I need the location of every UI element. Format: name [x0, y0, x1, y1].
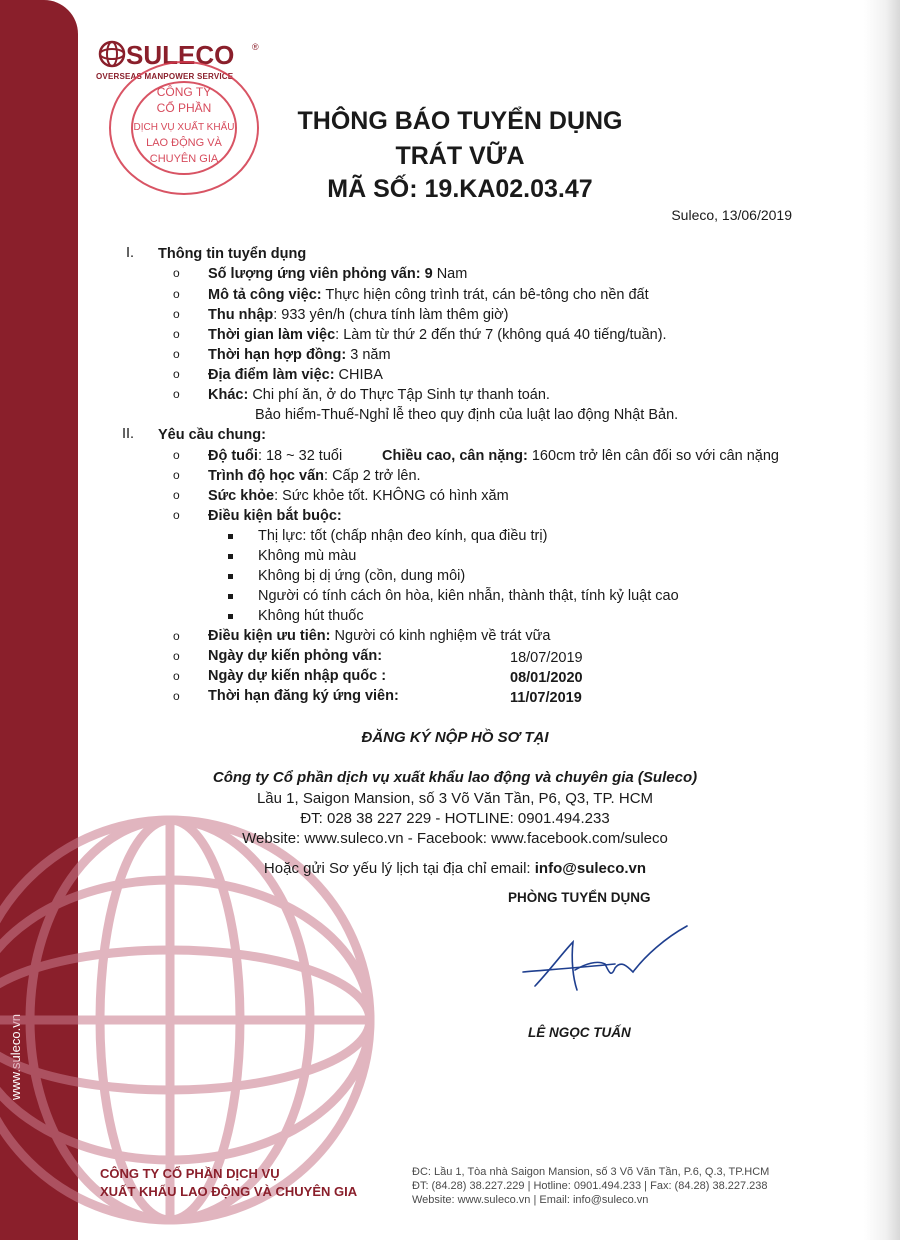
- interview-date-label: Ngày dự kiến phỏng vấn:: [208, 648, 383, 664]
- footer-phone: ĐT: (84.28) 38.227.229 | Hotline: 0901.494.233 | Fax: (84.28) 38.227.238: [412, 1180, 768, 1192]
- seal-line-5: CHUYÊN GIA: [149, 153, 219, 165]
- bullet-circle: o: [173, 347, 180, 361]
- register-website: Website: www.suleco.vn - Facebook: www.facebook.com/suleco: [242, 830, 668, 847]
- seal-line-1: CÔNG TY: [156, 85, 212, 99]
- footer-company-line-2: XUẤT KHẨU LAO ĐỘNG VÀ CHUYÊN GIA: [100, 1184, 358, 1199]
- mandatory-item: Không bị dị ứng (cồn, dung môi): [258, 568, 466, 584]
- bullet-circle: o: [173, 669, 180, 683]
- footer-company-line-1: CÔNG TY CỔ PHẦN DỊCH VỤ: [100, 1166, 280, 1181]
- job-description: Mô tả công việc: Thực hiện công trình trát, cán bê-tông cho nền đất: [208, 287, 649, 303]
- bullet-square: [228, 574, 233, 579]
- mandatory-item: Không hút thuốc: [258, 608, 364, 624]
- sidebar-website: www.suleco.vn: [8, 1014, 23, 1100]
- logo-registered-mark: ®: [252, 42, 259, 52]
- title-line-2: TRÁT VỮA: [395, 142, 525, 170]
- contract-term: Thời hạn hợp đồng: 3 năm: [208, 347, 391, 363]
- register-company: Công ty Cổ phần dịch vụ xuất khẩu lao động và chuyên gia (Suleco): [212, 769, 698, 786]
- recruit-count: Số lượng ứng viên phỏng vấn: 9 Nam: [208, 266, 468, 282]
- register-email-line: Hoặc gửi Sơ yếu lý lịch tại địa chỉ email: info@suleco.vn: [263, 860, 647, 877]
- page-edge: [864, 0, 900, 1240]
- interview-date-value: 18/07/2019: [510, 650, 583, 666]
- signoff-department: PHÒNG TUYỂN DỤNG: [508, 890, 651, 905]
- signoff-name: LÊ NGỌC TUẤN: [528, 1025, 631, 1040]
- bullet-circle: o: [173, 367, 180, 381]
- section-1-number: I.: [126, 245, 135, 261]
- mandatory-conditions: Điều kiện bắt buộc:: [208, 508, 342, 524]
- age-requirement: Độ tuổi: 18 ~ 32 tuổi: [208, 448, 343, 464]
- seal-line-3: DỊCH VỤ XUẤT KHẨU: [133, 122, 235, 133]
- bullet-circle: o: [173, 649, 180, 663]
- bullet-circle: o: [173, 468, 180, 482]
- bullet-square: [228, 554, 233, 559]
- deadline-label: Thời hạn đăng ký ứng viên:: [208, 688, 399, 704]
- seal-line-2: CỔ PHẦN: [156, 101, 212, 115]
- bullet-circle: o: [173, 508, 180, 522]
- mandatory-item: Không mù màu: [258, 548, 357, 564]
- deadline-value: 11/07/2019: [510, 690, 582, 706]
- issue-date: Suleco, 13/06/2019: [671, 207, 792, 223]
- title-code: MÃ SỐ: 19.KA02.03.47: [327, 175, 593, 203]
- entry-date-value: 08/01/2020: [510, 670, 583, 686]
- education-requirement: Trình độ học vấn: Cấp 2 trở lên.: [208, 468, 421, 484]
- register-address: Lầu 1, Saigon Mansion, số 3 Võ Văn Tần, P6, Q3, TP. HCM: [256, 790, 654, 807]
- bullet-square: [228, 534, 233, 539]
- section-2-heading: Yêu cầu chung:: [158, 427, 266, 443]
- logo-wordmark: SULECO: [126, 40, 235, 70]
- bullet-square: [228, 594, 233, 599]
- section-2-number: II.: [122, 426, 135, 442]
- bullet-circle: o: [173, 266, 180, 280]
- other-info: Khác: Chi phí ăn, ở do Thực Tập Sinh tự thanh toán.: [208, 387, 550, 403]
- footer-web: Website: www.suleco.vn | Email: info@suleco.vn: [412, 1194, 649, 1206]
- height-weight-requirement: Chiều cao, cân nặng: 160cm trở lên cân đối so với cân nặng: [382, 448, 779, 464]
- bullet-circle: o: [173, 629, 180, 643]
- bullet-square: [228, 614, 233, 619]
- register-phone: ĐT: 028 38 227 229 - HOTLINE: 0901.494.233: [300, 810, 610, 827]
- title-line-1: THÔNG BÁO TUYỂN DỤNG: [297, 107, 623, 135]
- register-heading: ĐĂNG KÝ NỘP HỒ SƠ TẠI: [361, 729, 549, 746]
- logo-tagline: OVERSEAS MANPOWER SERVICE: [96, 72, 234, 81]
- mandatory-item: Thị lực: tốt (chấp nhận đeo kính, qua điều trị): [258, 528, 548, 544]
- section-1-heading: Thông tin tuyển dụng: [158, 246, 307, 262]
- seal-line-4: LAO ĐỘNG VÀ: [146, 137, 222, 149]
- register-email[interactable]: info@suleco.vn: [534, 860, 647, 877]
- bullet-circle: o: [173, 307, 180, 321]
- bullet-circle: o: [173, 448, 180, 462]
- bullet-circle: o: [173, 327, 180, 341]
- signature-image: [515, 920, 695, 1010]
- health-requirement: Sức khỏe: Sức khỏe tốt. KHÔNG có hình xăm: [208, 488, 509, 504]
- footer-address: ĐC: Lầu 1, Tòa nhà Saigon Mansion, số 3 Võ Văn Tần, P.6, Q.3, TP.HCM: [412, 1166, 770, 1178]
- income: Thu nhập: 933 yên/h (chưa tính làm thêm giờ): [208, 307, 509, 323]
- bullet-circle: o: [173, 387, 180, 401]
- bullet-circle: o: [173, 287, 180, 301]
- other-info-cont: Bảo hiểm-Thuế-Nghỉ lễ theo quy định của luật lao động Nhật Bản.: [255, 407, 679, 423]
- bullet-circle: o: [173, 689, 180, 703]
- mandatory-item: Người có tính cách ôn hòa, kiên nhẫn, thành thật, tính kỷ luật cao: [258, 588, 679, 604]
- work-location: Địa điểm làm việc: CHIBA: [208, 367, 383, 383]
- entry-date-label: Ngày dự kiến nhập quốc :: [208, 668, 387, 684]
- working-time: Thời gian làm việc: Làm từ thứ 2 đến thứ 7 (không quá 40 tiếng/tuần).: [208, 327, 667, 343]
- priority-conditions: Điều kiện ưu tiên: Người có kinh nghiệm về trát vữa: [208, 628, 551, 644]
- bullet-circle: o: [173, 488, 180, 502]
